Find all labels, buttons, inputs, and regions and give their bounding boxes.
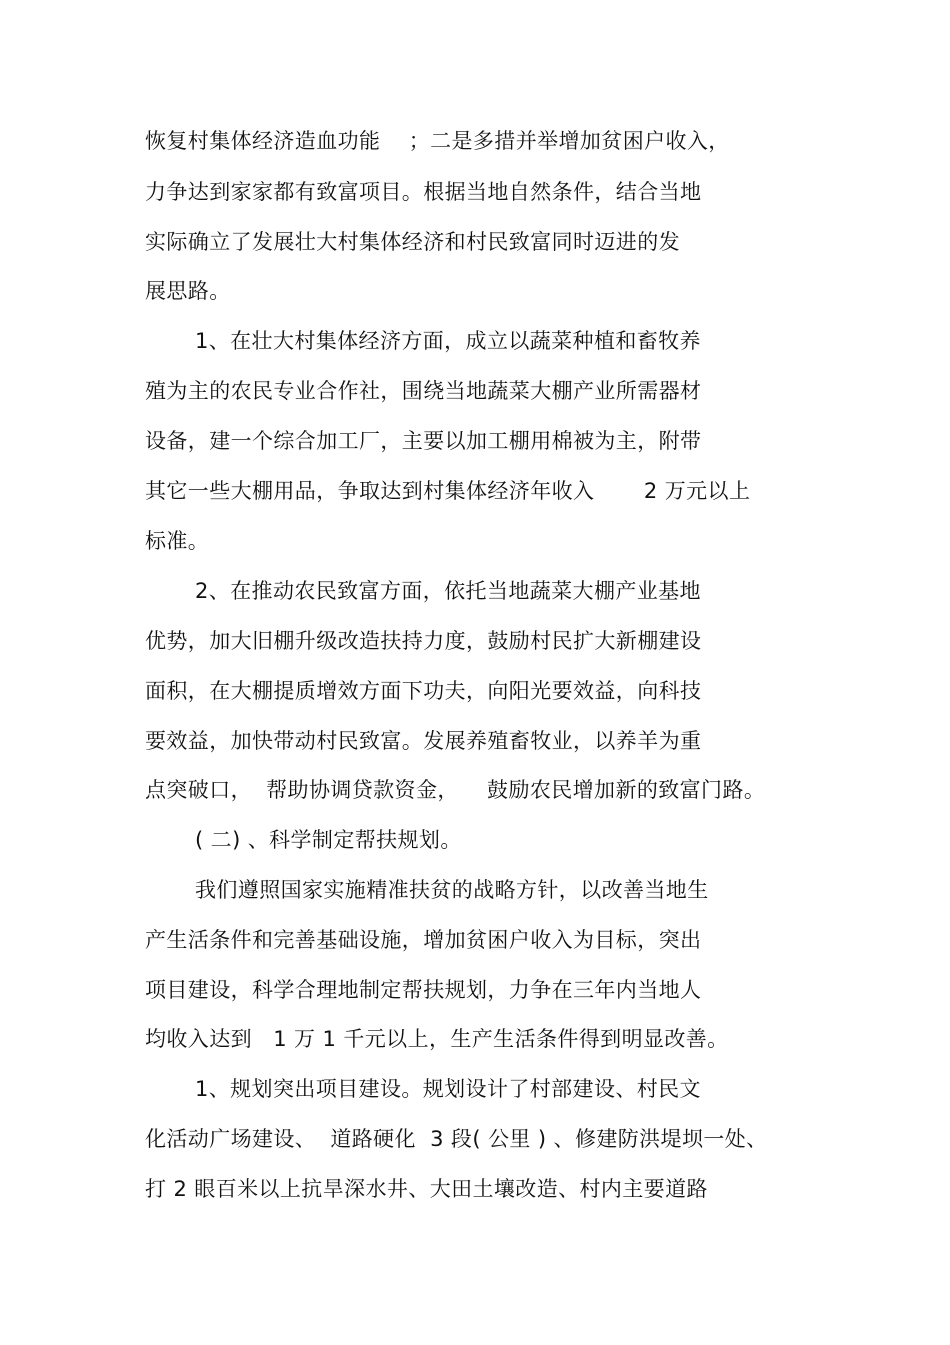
paragraph-line: 标准。 bbox=[145, 529, 210, 553]
paragraph-line: 优势，加大旧棚升级改造扶持力度，鼓励村民扩大新棚建设 bbox=[145, 629, 702, 653]
paragraph-line: 产生活条件和完善基础设施，增加贫困户收入为目标，突出 bbox=[145, 928, 702, 952]
paragraph-line: 1、规划突出项目建设。规划设计了村部建设、村民文 bbox=[195, 1077, 701, 1101]
paragraph-line: 2、在推动农民致富方面，依托当地蔬菜大棚产业基地 bbox=[195, 579, 701, 603]
paragraph-line: 设备，建一个综合加工厂，主要以加工棚用棉被为主，附带 bbox=[145, 429, 702, 453]
paragraph-line: 1、在壮大村集体经济方面，成立以蔬菜种植和畜牧养 bbox=[195, 329, 701, 353]
paragraph-line: 化活动广场建设、 道路硬化 3 段( 公里 ) 、修建防洪堤坝一处、 bbox=[145, 1127, 768, 1151]
paragraph-line: 点突破口， 帮助协调贷款资金， 鼓励农民增加新的致富门路。 bbox=[145, 778, 766, 802]
paragraph-line: 实际确立了发展壮大村集体经济和村民致富同时迈进的发 bbox=[145, 230, 680, 254]
paragraph-line: 力争达到家家都有致富项目。根据当地自然条件，结合当地 bbox=[145, 180, 702, 204]
paragraph-line: 殖为主的农民专业合作社，围绕当地蔬菜大棚产业所需器材 bbox=[145, 379, 702, 403]
paragraph-line: 项目建设，科学合理地制定帮扶规划，力争在三年内当地人 bbox=[145, 978, 702, 1002]
paragraph-line: 其它一些大棚用品，争取达到村集体经济年收入 2 万元以上 bbox=[145, 479, 751, 503]
paragraph-line: 我们遵照国家实施精准扶贫的战略方针，以改善当地生 bbox=[195, 878, 709, 902]
paragraph-line: 要效益，加快带动村民致富。发展养殖畜牧业，以养羊为重 bbox=[145, 729, 702, 753]
paragraph-line: 打 2 眼百米以上抗旱深水井、大田土壤改造、村内主要道路 bbox=[145, 1177, 708, 1201]
paragraph-line: 恢复村集体经济造血功能 ；二是多措并举增加贫困户收入， bbox=[145, 129, 730, 153]
paragraph-line: 均收入达到 1 万 1 千元以上，生产生活条件得到明显改善。 bbox=[145, 1027, 729, 1051]
paragraph-line: 展思路。 bbox=[145, 279, 231, 303]
paragraph-line: 面积，在大棚提质增效方面下功夫，向阳光要效益，向科技 bbox=[145, 679, 702, 703]
section-heading: ( 二) 、科学制定帮扶规划。 bbox=[195, 828, 462, 852]
